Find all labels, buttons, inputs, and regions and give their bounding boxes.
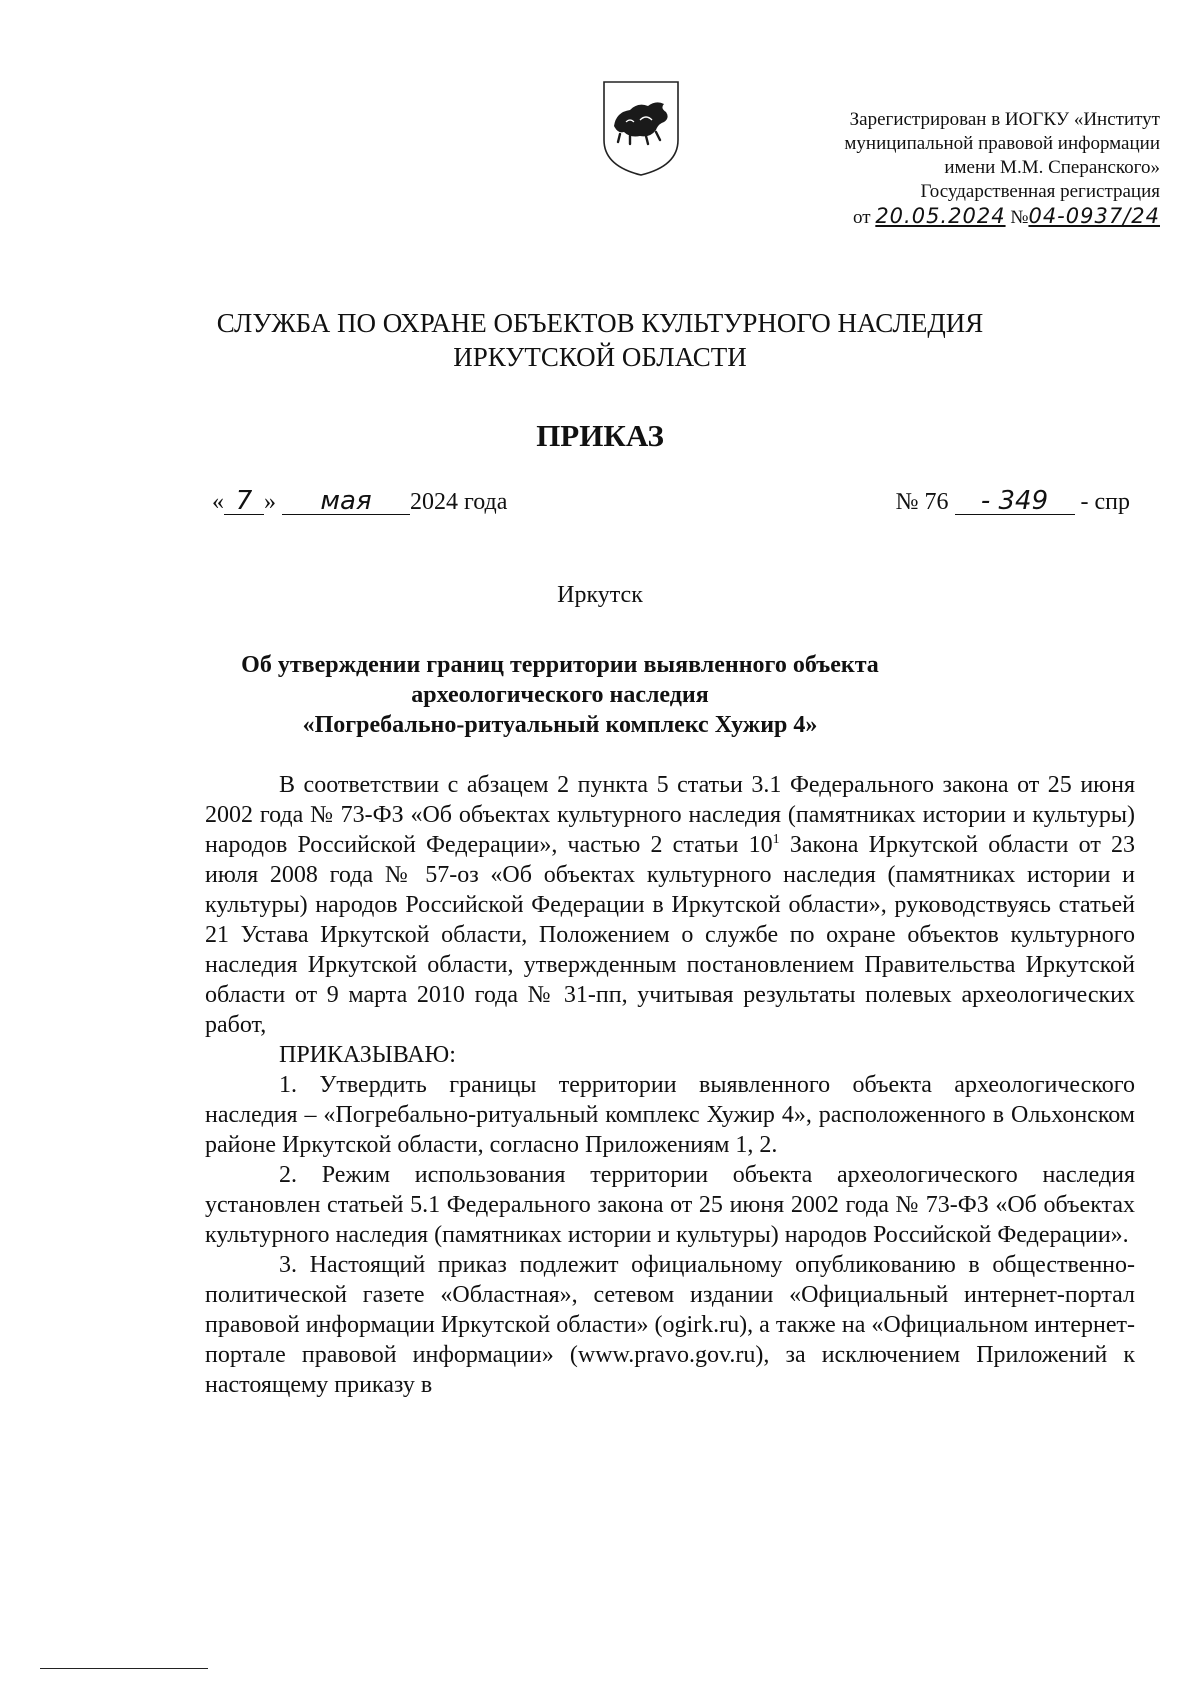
order-item-3: 3. Настоящий приказ подлежит официальному опубликованию в общественно-политической газете «Областная», сетевом издании «Официальный интернет-портал правовой информации Иркутской области» (ogirk.ru), а также на «Официальном интернет-портале правовой информации» (www.pravo.gov.ru), за исключением Приложений к настоящему приказу в bbox=[205, 1252, 1135, 1398]
coat-of-arms-icon bbox=[600, 78, 682, 178]
registration-number: 04-0937/24 bbox=[1028, 204, 1160, 228]
registration-number-prefix: № bbox=[1010, 207, 1029, 228]
number-suffix: - спр bbox=[1080, 489, 1130, 515]
title-line: археологического наследия bbox=[411, 682, 709, 708]
document-title bbox=[230, 650, 890, 740]
date-year: 2024 года bbox=[410, 489, 508, 515]
registration-stamp bbox=[780, 108, 1160, 230]
order-number bbox=[896, 488, 1130, 516]
intro-text: В соответствии с абзацем 2 пункта 5 статьи 3.1 Федерального закона от 25 июня 2002 года № 73-ФЗ «Об объектах культурного наследия (памятниках истории и культуры) народов Российской Федерации», частью 2 статьи 10 bbox=[205, 772, 1135, 858]
intro-paragraph bbox=[205, 770, 1135, 1040]
date-month: мая bbox=[282, 488, 410, 515]
registration-line: имени М.М. Сперанского» bbox=[944, 157, 1160, 178]
footnote-divider bbox=[40, 1668, 208, 1669]
registration-date-prefix: от bbox=[853, 207, 871, 228]
agency-line: СЛУЖБА ПО ОХРАНЕ ОБЪЕКТОВ КУЛЬТУРНОГО НАСЛЕДИЯ bbox=[216, 308, 984, 338]
registration-date-line bbox=[780, 204, 1160, 230]
footnote-superscript: 1 bbox=[772, 832, 780, 847]
registration-line: Зарегистрирован в ИОГКУ «Институт bbox=[849, 109, 1160, 130]
number-prefix: № 76 bbox=[895, 489, 949, 515]
number-handwritten: - 349 bbox=[955, 488, 1075, 515]
order-date bbox=[212, 488, 507, 516]
date-close-quote: » bbox=[264, 489, 276, 515]
agency-line: ИРКУТСКОЙ ОБЛАСТИ bbox=[453, 342, 747, 372]
order-item-1: 1. Утвердить границы территории выявленного объекта археологического наследия – «Погребально-ритуальный комплекс Хужир 4», расположенного в Ольхонском районе Иркутской области, согласно Приложениям 1, 2. bbox=[205, 1072, 1135, 1158]
city: Иркутск bbox=[557, 582, 643, 608]
agency-name bbox=[0, 306, 1200, 374]
registration-line: муниципальной правовой информации bbox=[844, 133, 1160, 154]
document-type: ПРИКАЗ bbox=[536, 418, 664, 453]
order-word: ПРИКАЗЫВАЮ: bbox=[279, 1042, 456, 1068]
date-day: 7 bbox=[224, 488, 264, 515]
registration-line: Государственная регистрация bbox=[920, 181, 1160, 202]
order-item-2: 2. Режим использования территории объекта археологического наследия установлен статьей 5.1 Федерального закона от 25 июня 2002 года № 73-ФЗ «Об объектах культурного наследия (памятниках истории и культуры) народов Российской Федерации». bbox=[205, 1162, 1135, 1248]
date-open-quote: « bbox=[212, 489, 224, 515]
title-line: «Погребально-ритуальный комплекс Хужир 4» bbox=[302, 712, 818, 738]
intro-text-continued: Закона Иркутской области от 23 июля 2008 года № 57-оз «Об объектах культурного наследия (памятниках истории и культуры) народов Российской Федерации в Иркутской области», руководствуясь статьей 21 Устава Иркутской области, Положением о службе по охране объектов культурного наследия Иркутской области, утвержденным постановлением Правительства Иркутской области от 9 марта 2010 года № 31-пп, учитывая результаты полевых археологических работ, bbox=[205, 832, 1136, 1038]
title-line: Об утверждении границ территории выявленного объекта bbox=[241, 652, 879, 678]
document-body bbox=[205, 770, 1135, 1400]
registration-date: 20.05.2024 bbox=[875, 204, 1006, 228]
